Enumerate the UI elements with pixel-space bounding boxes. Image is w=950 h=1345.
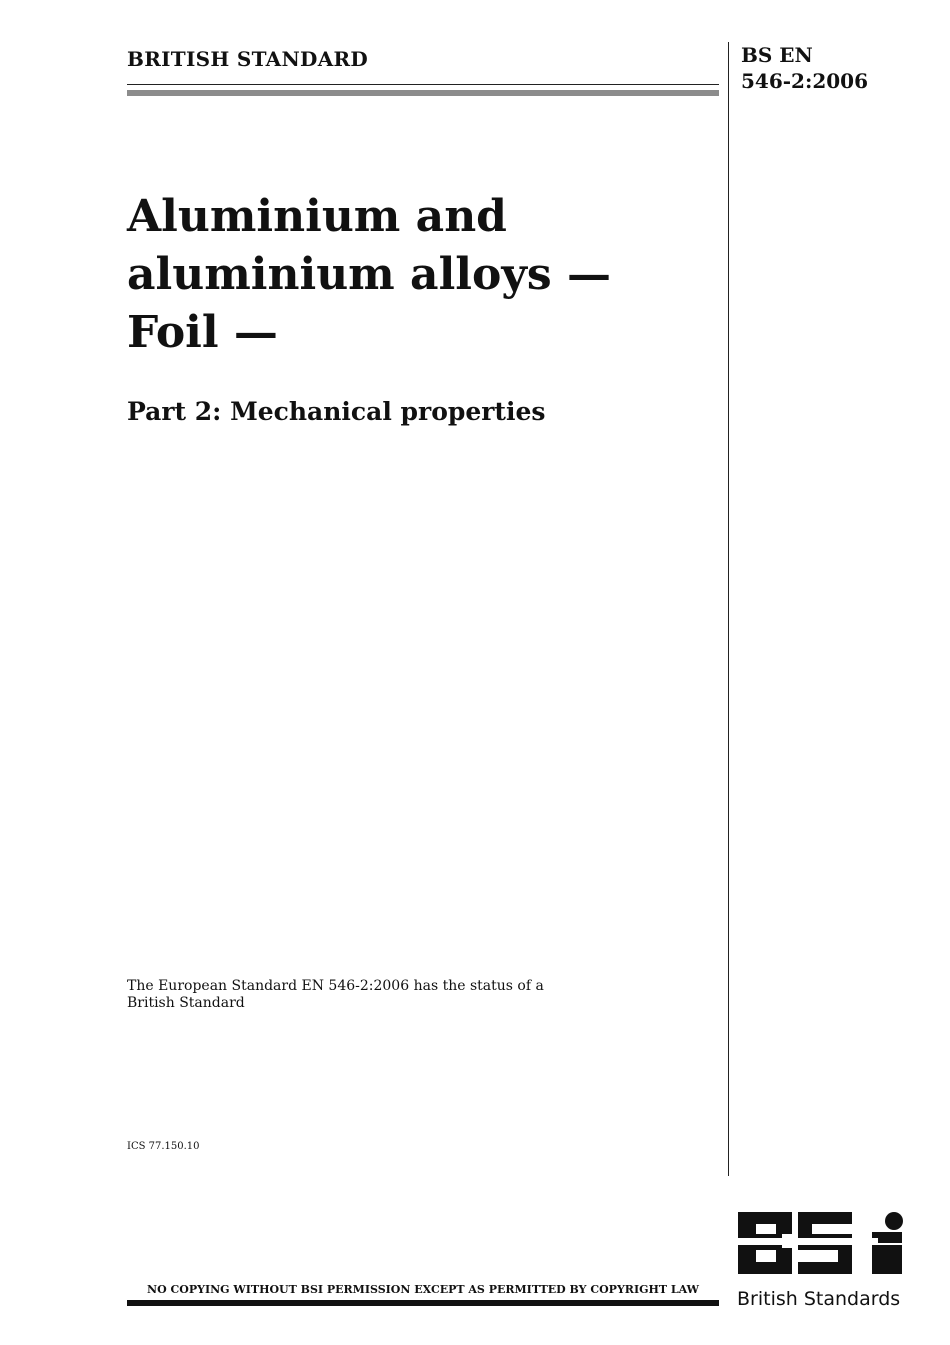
copyright-notice: NO COPYING WITHOUT BSI PERMISSION EXCEPT AS PERMITTED BY COPYRIGHT LAW <box>147 1283 699 1296</box>
header-thin-rule <box>127 84 719 85</box>
title-line-2: aluminium alloys — <box>127 249 611 300</box>
bsi-logo-text: British Standards <box>737 1288 901 1310</box>
title-line-1: Aluminium and <box>127 191 507 242</box>
status-line-1: The European Standard EN 546-2:2006 has the status of a <box>127 978 544 994</box>
vertical-divider <box>728 42 729 1176</box>
standard-number-line2: 546-2:2006 <box>741 69 869 93</box>
standard-type-label: BRITISH STANDARD <box>127 47 369 71</box>
footer-rule <box>127 1300 719 1306</box>
ics-code: ICS 77.150.10 <box>127 1141 200 1152</box>
title-line-3: Foil — <box>127 307 278 358</box>
status-statement <box>127 978 597 1012</box>
header-thick-rule <box>127 90 719 96</box>
standard-number-line1: BS EN <box>741 43 813 67</box>
document-subtitle: Part 2: Mechanical properties <box>127 397 546 426</box>
standard-number <box>741 42 868 94</box>
status-line-2: British Standard <box>127 995 245 1011</box>
document-title <box>127 188 611 362</box>
